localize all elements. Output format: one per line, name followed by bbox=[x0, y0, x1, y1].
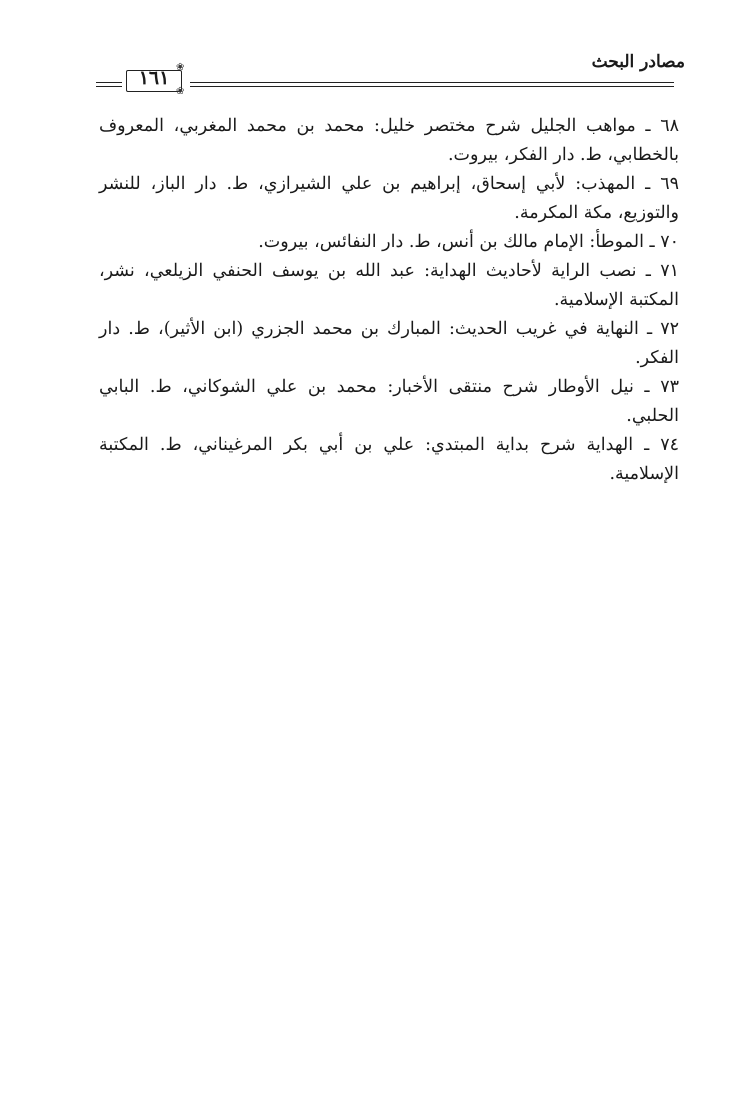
entry-line: ٧٤ ـ الهداية شرح بداية المبتدي: علي بن أبي بكر المرغيناني، ط. المكتبة bbox=[99, 435, 679, 455]
page-number-badge bbox=[120, 64, 188, 96]
entry-line: بالخطابي، ط. دار الفكر، بيروت. bbox=[447, 145, 679, 165]
ornament-icon: ❀ bbox=[176, 86, 185, 97]
entry-line: الإسلامية. bbox=[609, 464, 679, 484]
entry-line: ٧٢ ـ النهاية في غريب الحديث: المبارك بن محمد الجزري (ابن الأثير)، ط. دار bbox=[99, 319, 679, 339]
bibliography-entry bbox=[99, 228, 679, 257]
bibliography-list bbox=[99, 112, 679, 489]
entry-line: الحلبي. bbox=[626, 406, 679, 426]
entry-line: ٧١ ـ نصب الراية لأحاديث الهداية: عبد الله بن يوسف الحنفي الزيلعي، نشر، bbox=[99, 261, 679, 281]
entry-line: الفكر. bbox=[635, 348, 679, 368]
bibliography-entry bbox=[99, 315, 679, 373]
entry-line: ٧٣ ـ نيل الأوطار شرح منتقى الأخبار: محمد بن علي الشوكاني، ط. البابي bbox=[99, 377, 679, 397]
entry-line: ٧٠ ـ الموطأ: الإمام مالك بن أنس، ط. دار النفائس، بيروت. bbox=[258, 232, 679, 252]
entry-line: ٦٩ ـ المهذب: لأبي إسحاق، إبراهيم بن علي الشيرازي، ط. دار الباز، للنشر bbox=[99, 174, 679, 194]
bibliography-entry bbox=[99, 170, 679, 228]
entry-line: المكتبة الإسلامية. bbox=[553, 290, 679, 310]
entry-line: والتوزيع، مكة المكرمة. bbox=[514, 203, 679, 223]
bibliography-entry bbox=[99, 431, 679, 489]
bibliography-entry bbox=[99, 112, 679, 170]
running-head-title: مصادر البحث bbox=[591, 52, 685, 72]
entry-line: ٦٨ ـ مواهب الجليل شرح مختصر خليل: محمد بن محمد المغربي، المعروف bbox=[99, 116, 679, 136]
page-number: ١٦١ bbox=[138, 67, 170, 89]
bibliography-entry bbox=[99, 257, 679, 315]
bibliography-entry bbox=[99, 373, 679, 431]
ornament-icon: ❀ bbox=[176, 62, 185, 73]
